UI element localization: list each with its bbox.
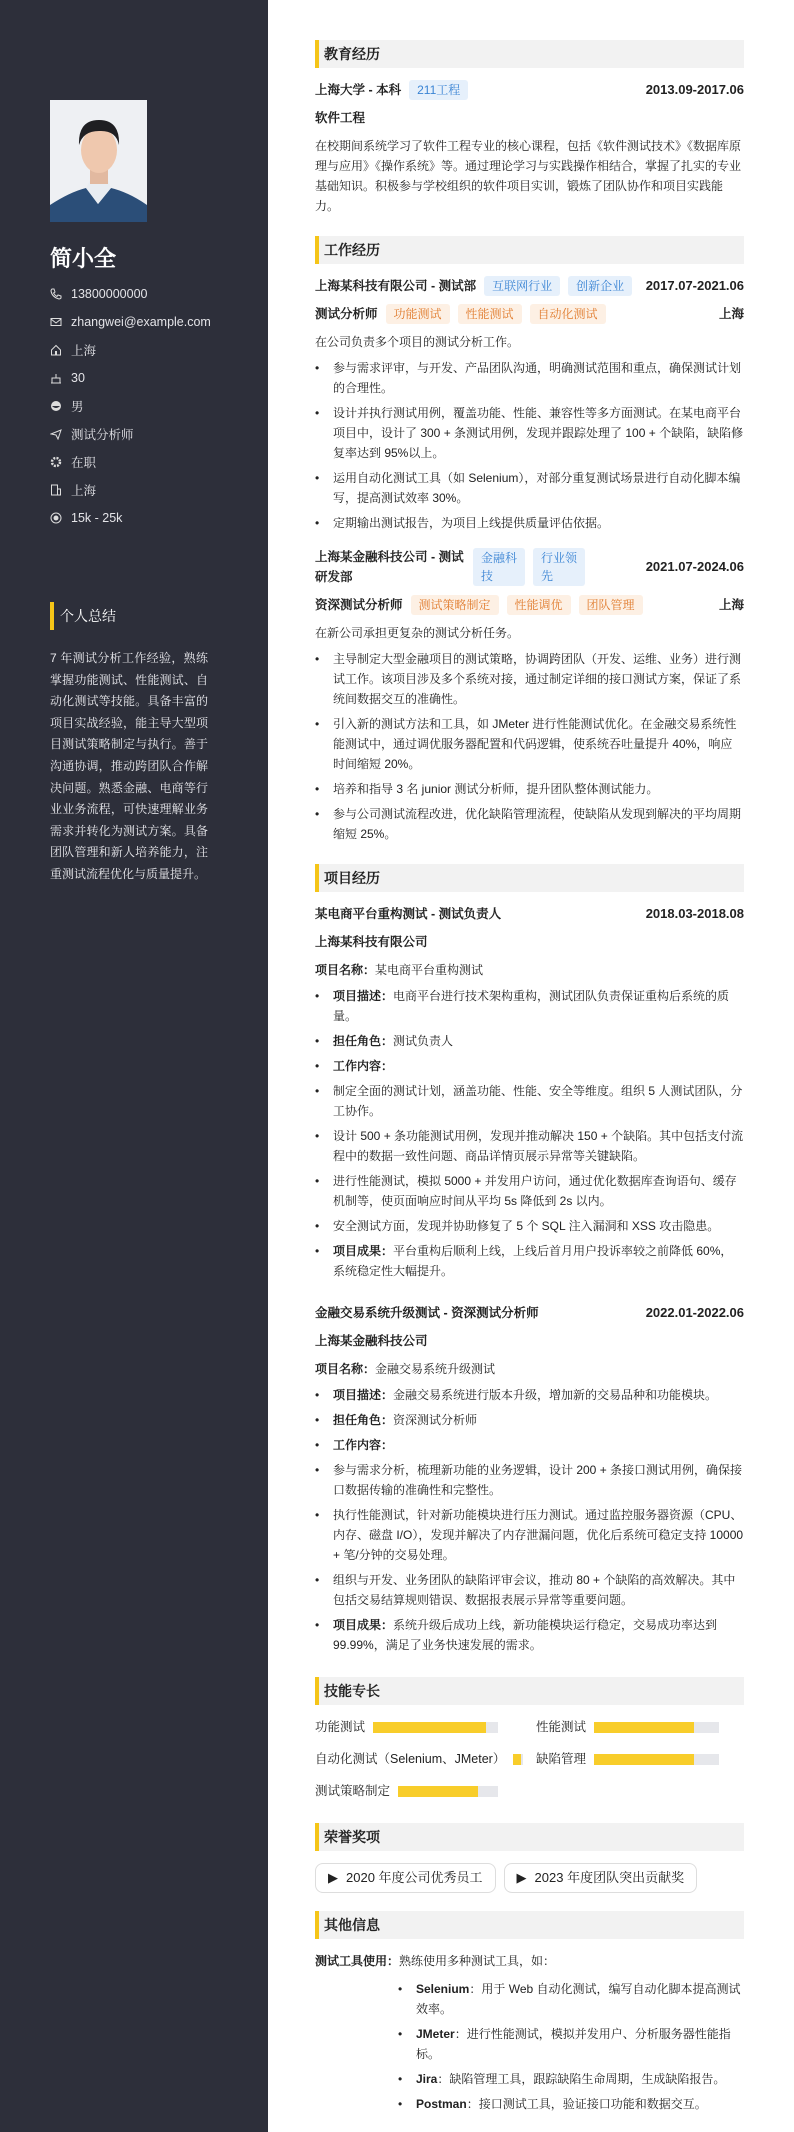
item-text: 测试负责人: [393, 1034, 454, 1048]
industry-tag: 行业领先: [533, 548, 585, 586]
mail-icon: [50, 316, 62, 328]
bullet-icon: •: [315, 1129, 320, 1143]
salary-icon: [50, 512, 62, 524]
list-item: [315, 779, 744, 799]
bullet-icon: •: [315, 1059, 320, 1073]
list-item-text: [333, 1615, 744, 1655]
skill-item: [315, 1749, 506, 1769]
list-item-text: [333, 986, 744, 1026]
list-item: [315, 1570, 744, 1610]
job-title-group: [315, 547, 585, 587]
item-text: 用于 Web 自动化测试，编写自动化脚本提高测试效率。: [416, 1982, 741, 2016]
job-intro: 在公司负责多个项目的测试分析工作。: [315, 335, 520, 349]
skill-tag: 测试策略制定: [411, 595, 499, 615]
contact-gender: 男: [50, 392, 260, 420]
skill-level-bar: [594, 1754, 719, 1765]
list-item-text: [333, 403, 744, 463]
summary-text: 7 年测试分析工作经验，熟练掌握功能测试、性能测试、自动化测试等技能。具备丰富的项目实战经验，能主导大型项目测试策略制定与执行。善于沟通协调，推动跨团队合作解决问题。熟悉金融、电商等行业业务流程，可快速理解业务需求并转化为测试方案。具备团队管理和新人培养能力，注重测试流程优化与质量提升。: [50, 651, 208, 881]
item-label: 工作内容：: [333, 1438, 394, 1452]
bullet-icon: •: [315, 652, 320, 666]
job-header: [315, 547, 744, 587]
project-entry: [315, 904, 744, 1281]
list-item: [315, 1410, 744, 1430]
list-item: [315, 1216, 744, 1236]
item-text: 电商平台进行技术架构重构，测试团队负责保证重构后系统的质量。: [333, 989, 730, 1023]
bullet-icon: •: [315, 1438, 320, 1452]
list-item: [315, 1056, 744, 1076]
bullet-icon: •: [315, 1618, 320, 1632]
bullet-icon: •: [315, 1174, 320, 1188]
industry-tag: 金融科技: [473, 548, 525, 586]
list-item-text: [333, 714, 744, 774]
job-header: [315, 276, 744, 296]
list-item-text: [333, 1216, 719, 1236]
item-label: Postman: [416, 2097, 467, 2111]
bullet-icon: •: [315, 1463, 320, 1477]
skill-item: [315, 1717, 498, 1737]
skill-name: 功能测试: [315, 1720, 366, 1734]
list-item-text: [333, 1031, 453, 1051]
skills-section: [315, 1677, 744, 1801]
play-triangle-icon: ▶: [328, 1870, 338, 1885]
job-city: 上海: [718, 307, 744, 321]
list-item: [315, 513, 744, 533]
bullet-icon: •: [315, 717, 320, 731]
industry-tag: 创新企业: [568, 276, 632, 296]
list-item: [315, 649, 744, 709]
list-item: [398, 2094, 744, 2114]
list-item-text: [333, 513, 609, 533]
candidate-name: 简小全: [50, 246, 117, 271]
item-text: 金融交易系统进行版本升级，增加新的交易品种和功能模块。: [393, 1388, 718, 1402]
project-entry: [315, 1303, 744, 1655]
project-header: [315, 904, 744, 924]
list-item-text: [333, 1505, 744, 1565]
list-item-text: [333, 1570, 744, 1610]
job-role: 资深测试分析师: [315, 598, 403, 612]
item-text: 进行性能测试，模拟 5000 + 并发用户访问，通过优化数据库查询语句、缓存机制等，使页面响应时间从平均 5s 降低到 2s 以内。: [333, 1174, 737, 1208]
list-item: [315, 714, 744, 774]
item-label: 项目名称：: [315, 1362, 376, 1376]
skill-name: 性能测试: [536, 1720, 587, 1734]
list-item: [315, 986, 744, 1026]
skill-item: [536, 1749, 719, 1769]
item-label: 项目描述：: [333, 1388, 394, 1402]
project-title: 某电商平台重构测试 - 测试负责人: [315, 907, 502, 921]
city-icon: [50, 484, 62, 496]
status-icon: [50, 456, 62, 468]
list-item-text: [333, 1126, 744, 1166]
phone-icon: [50, 288, 62, 300]
item-text: 定期输出测试报告，为项目上线提供质量评估依据。: [333, 516, 610, 530]
section-heading: 工作经历: [315, 236, 744, 264]
bullet-icon: •: [315, 1413, 320, 1427]
project-name: 某电商平台重构测试: [375, 963, 484, 977]
item-label: 担任角色：: [333, 1413, 394, 1427]
list-item-text: [333, 1241, 744, 1281]
bullet-icon: •: [315, 782, 320, 796]
contact-job: 测试分析师: [50, 420, 260, 448]
job-city: 上海: [718, 598, 744, 612]
gender-icon: [50, 400, 62, 412]
item-text: 运用自动化测试工具（如 Selenium），对部分重复测试场景进行自动化脚本编写，提高测试效率 30%。: [333, 471, 741, 505]
skill-name: 测试策略制定: [315, 1784, 391, 1798]
major: 软件工程: [315, 111, 366, 125]
job-role: 测试分析师: [315, 307, 378, 321]
bullet-icon: •: [315, 1508, 320, 1522]
item-text: 缺陷管理工具，跟踪缺陷生命周期，生成缺陷报告。: [449, 2072, 726, 2086]
skill-level-fill: [398, 1786, 478, 1797]
award-item[interactable]: ▶ 2023 年度团队突出贡献奖: [504, 1863, 698, 1893]
project-name-row: [315, 960, 744, 980]
item-text: 设计并执行测试用例，覆盖功能、性能、兼容性等多方面测试。在某电商平台项目中，设计了 300 + 条测试用例，发现并跟踪处理了 100 + 个缺陷，缺陷修复率达到 95%以上。: [333, 406, 744, 460]
education-date: 2013.09-2017.06: [645, 82, 744, 97]
award-item[interactable]: ▶ 2020 年度公司优秀员工: [315, 1863, 496, 1893]
skill-tag: 功能测试: [386, 304, 450, 324]
item-text: 进行性能测试，模拟并发用户、分析服务器性能指标。: [416, 2027, 731, 2061]
project-header: [315, 1303, 744, 1323]
item-text: 参与需求分析，梳理新功能的业务逻辑，设计 200 + 条接口测试用例，确保接口数据传输的准确性和完整性。: [333, 1463, 743, 1497]
item-label: 工作内容：: [333, 1059, 394, 1073]
list-item-text: [416, 1979, 744, 2019]
project-title: 金融交易系统升级测试 - 资深测试分析师: [315, 1306, 539, 1320]
industry-tag: 互联网行业: [484, 276, 560, 296]
bullet-icon: •: [315, 406, 320, 420]
list-item: [315, 1385, 744, 1405]
skill-name: 自动化测试（Selenium、JMeter）: [315, 1752, 506, 1766]
list-item: [315, 1081, 744, 1121]
item-label: 项目成果：: [333, 1244, 394, 1258]
skill-name: 缺陷管理: [536, 1752, 587, 1766]
bullet-icon: •: [398, 1982, 403, 1996]
skill-item: [315, 1781, 498, 1801]
skill-level-bar: [398, 1786, 498, 1797]
section-heading: 荣誉奖项: [315, 1823, 744, 1851]
skill-level-bar: [513, 1754, 523, 1765]
section-heading: 其他信息: [315, 1911, 744, 1939]
list-item-text: [333, 1056, 393, 1076]
item-text: 接口测试工具，验证接口功能和数据交互。: [478, 2097, 707, 2111]
bullet-icon: •: [315, 471, 320, 485]
job-entry: [315, 547, 744, 844]
section-heading: 技能专长: [315, 1677, 744, 1705]
sidebar: [0, 0, 268, 2132]
contact-city: 上海: [50, 476, 260, 504]
role-group: [315, 595, 643, 615]
item-label: Selenium: [416, 1982, 470, 1996]
job-date: 2017.07-2021.06: [645, 278, 744, 293]
project-name: 金融交易系统升级测试: [375, 1362, 496, 1376]
contact-home: 上海: [50, 336, 260, 364]
item-text: 培养和指导 3 名 junior 测试分析师，提升团队整体测试能力。: [333, 782, 659, 796]
list-item-text: [333, 1385, 717, 1405]
project-name-row: [315, 1359, 744, 1379]
list-item: [398, 2024, 744, 2064]
bullet-icon: •: [315, 1034, 320, 1048]
home-icon: [50, 344, 62, 356]
job-role-row: [315, 304, 744, 324]
bullet-icon: •: [315, 1573, 320, 1587]
school-name: 上海大学 - 本科: [315, 83, 402, 97]
bullet-icon: •: [315, 1084, 320, 1098]
skill-item: [536, 1717, 719, 1737]
item-text: 平台重构后顺利上线，上线后首月用户投诉率较之前降低 60%，系统稳定性大幅提升。: [333, 1244, 733, 1278]
list-item-text: [416, 2024, 744, 2064]
bullet-icon: •: [315, 1244, 320, 1258]
item-text: 引入新的测试方法和工具，如 JMeter 进行性能测试优化。在金融交易系统性能测试中，通过调优服务器配置和代码逻辑，使系统吞吐量提升 40%，响应时间缩短 20%。: [333, 717, 737, 771]
skill-tag: 自动化测试: [530, 304, 606, 324]
list-item-text: [333, 468, 744, 508]
bullet-icon: •: [315, 361, 320, 375]
bullet-icon: •: [398, 2097, 403, 2111]
bullet-icon: •: [315, 989, 320, 1003]
skill-level-fill: [373, 1722, 485, 1733]
list-item-text: [333, 1171, 744, 1211]
project-company-row: [315, 932, 744, 952]
list-item-text: [416, 2094, 707, 2114]
item-text: 安全测试方面，发现并协助修复了 5 个 SQL 注入漏洞和 XSS 攻击隐患。: [333, 1219, 720, 1233]
item-text: 设计 500 + 条功能测试用例，发现并推动解决 150 + 个缺陷。其中包括支付流程中的数据一致性问题、商品详情页展示异常等关键缺陷。: [333, 1129, 744, 1163]
item-text: ：: [454, 2027, 467, 2041]
item-text: ：: [466, 2097, 479, 2111]
bullet-icon: •: [315, 807, 320, 821]
section-heading: 项目经历: [315, 864, 744, 892]
contact-phone: 13800000000: [50, 280, 260, 308]
work-section: [315, 236, 744, 844]
list-item-text: [333, 649, 744, 709]
list-item: [315, 1615, 744, 1655]
item-label: 担任角色：: [333, 1034, 394, 1048]
bullet-icon: •: [315, 1388, 320, 1402]
item-label: JMeter: [416, 2027, 455, 2041]
bullet-icon: •: [398, 2072, 403, 2086]
list-item: [315, 1171, 744, 1211]
skill-level-fill: [513, 1754, 521, 1765]
list-item-text: [416, 2069, 725, 2089]
list-item: [315, 804, 744, 844]
school-tag: 211工程: [409, 80, 468, 100]
education-section: [315, 40, 744, 216]
item-text: ：: [469, 1982, 482, 1996]
project-date: 2022.01-2022.06: [645, 1305, 744, 1320]
list-item: [398, 1979, 744, 2019]
job-entry: [315, 276, 744, 533]
bullet-icon: •: [398, 2027, 403, 2041]
item-label: 项目成果：: [333, 1618, 394, 1632]
item-text: 系统升级后成功上线，新功能模块运行稳定，交易成功率达到 99.99%，满足了业务快速发展的需求。: [333, 1618, 718, 1652]
play-triangle-icon: ▶: [516, 1870, 527, 1885]
list-item: [315, 358, 744, 398]
project-date: 2018.03-2018.08: [645, 906, 744, 921]
age-icon: [50, 372, 62, 384]
item-label: 项目描述：: [333, 989, 394, 1003]
list-item: [315, 1126, 744, 1166]
item-text: 制定全面的测试计划，涵盖功能、性能、安全等维度。组织 5 人测试团队，分工协作。: [333, 1084, 743, 1118]
item-label: 项目名称：: [315, 963, 376, 977]
job-title-group: [315, 276, 632, 296]
list-item: [315, 1460, 744, 1500]
contact-list: [50, 280, 260, 532]
job-date: 2021.07-2024.06: [645, 559, 744, 574]
section-heading: 教育经历: [315, 40, 744, 68]
item-text: 参与公司测试流程改进，优化缺陷管理流程，使缺陷从发现到解决的平均周期缩短 25%。: [333, 807, 742, 841]
skill-level-fill: [594, 1722, 694, 1733]
contact-salary: 15k - 25k: [50, 504, 260, 532]
item-label: Jira: [416, 2072, 438, 2086]
list-item-text: [333, 1460, 744, 1500]
list-item: [315, 1505, 744, 1565]
item-text: 参与需求评审，与开发、产品团队沟通，明确测试范围和重点，确保测试计划的合理性。: [333, 361, 742, 395]
list-item: [315, 468, 744, 508]
project-company: 上海某金融科技公司: [315, 1334, 428, 1348]
list-item-text: [333, 1410, 477, 1430]
job-role-row: [315, 595, 744, 615]
heading-accent-bar: [50, 602, 54, 630]
list-item-text: [333, 358, 744, 398]
company-name: 上海某科技有限公司 - 测试部: [315, 279, 477, 293]
main-content: [315, 40, 744, 2119]
list-item: [315, 1435, 744, 1455]
list-item-text: [333, 804, 744, 844]
contact-age: 30: [50, 364, 260, 392]
item-text: ：: [437, 2072, 450, 2086]
list-item: [315, 1241, 744, 1281]
skill-level-bar: [594, 1722, 719, 1733]
item-text: 资深测试分析师: [393, 1413, 478, 1427]
skill-level-fill: [594, 1754, 694, 1765]
role-group: [315, 304, 606, 324]
company-name: 上海某金融科技公司 - 测试研发部: [315, 550, 464, 584]
avatar-photo: [50, 100, 147, 222]
bullet-icon: •: [315, 1219, 320, 1233]
list-item-text: [333, 1081, 744, 1121]
contact-email[interactable]: zhangwei@example.com: [50, 308, 260, 336]
item-text: 组织与开发、业务团队的缺陷评审会议，推动 80 + 个缺陷的高效解决。其中包括交易结算规则错误、数据报表展示异常等重要问题。: [333, 1573, 736, 1607]
bullet-icon: •: [315, 516, 320, 530]
list-item: [315, 403, 744, 463]
skill-tag: 性能调优: [507, 595, 571, 615]
list-item-text: [333, 1435, 393, 1455]
projects-section: [315, 864, 744, 1655]
list-item-text: [333, 779, 658, 799]
project-company-row: [315, 1331, 744, 1351]
item-text: 执行性能测试，针对新功能模块进行压力测试。通过监控服务器资源（CPU、内存、磁盘 I/O），发现并解决了内存泄漏问题，优化后系统可稳定支持 10000 + 笔/分钟的交易处理。: [333, 1508, 744, 1562]
education-description: 在校期间系统学习了软件工程专业的核心课程，包括《软件测试技术》《数据库原理与应用》《操作系统》等。通过理论学习与实践操作相结合，掌握了扎实的专业基础知识。积极参与学校组织的软件项目实训，锻炼了团队协作和项目实践能力。: [315, 139, 742, 213]
project-company: 上海某科技有限公司: [315, 935, 428, 949]
other-section: [315, 1911, 744, 2114]
skill-level-bar: [373, 1722, 498, 1733]
job-icon: [50, 428, 62, 440]
skill-tag: 性能测试: [458, 304, 522, 324]
job-intro: 在新公司承担更复杂的测试分析任务。: [315, 626, 520, 640]
tools-intro: 测试工具使用：熟练使用多种测试工具，如：: [315, 1954, 556, 1968]
skill-tag: 团队管理: [579, 595, 643, 615]
list-item: [398, 2069, 744, 2089]
awards-section: [315, 1823, 744, 1893]
summary-heading: 个人总结: [50, 602, 116, 630]
item-text: 主导制定大型金融项目的测试策略，协调跨团队（开发、运维、业务）进行测试工作。该项目涉及多个系统对接，通过制定详细的接口测试方案，保证了系统间数据交互的准确性。: [333, 652, 742, 706]
list-item: [315, 1031, 744, 1051]
contact-status: 在职: [50, 448, 260, 476]
